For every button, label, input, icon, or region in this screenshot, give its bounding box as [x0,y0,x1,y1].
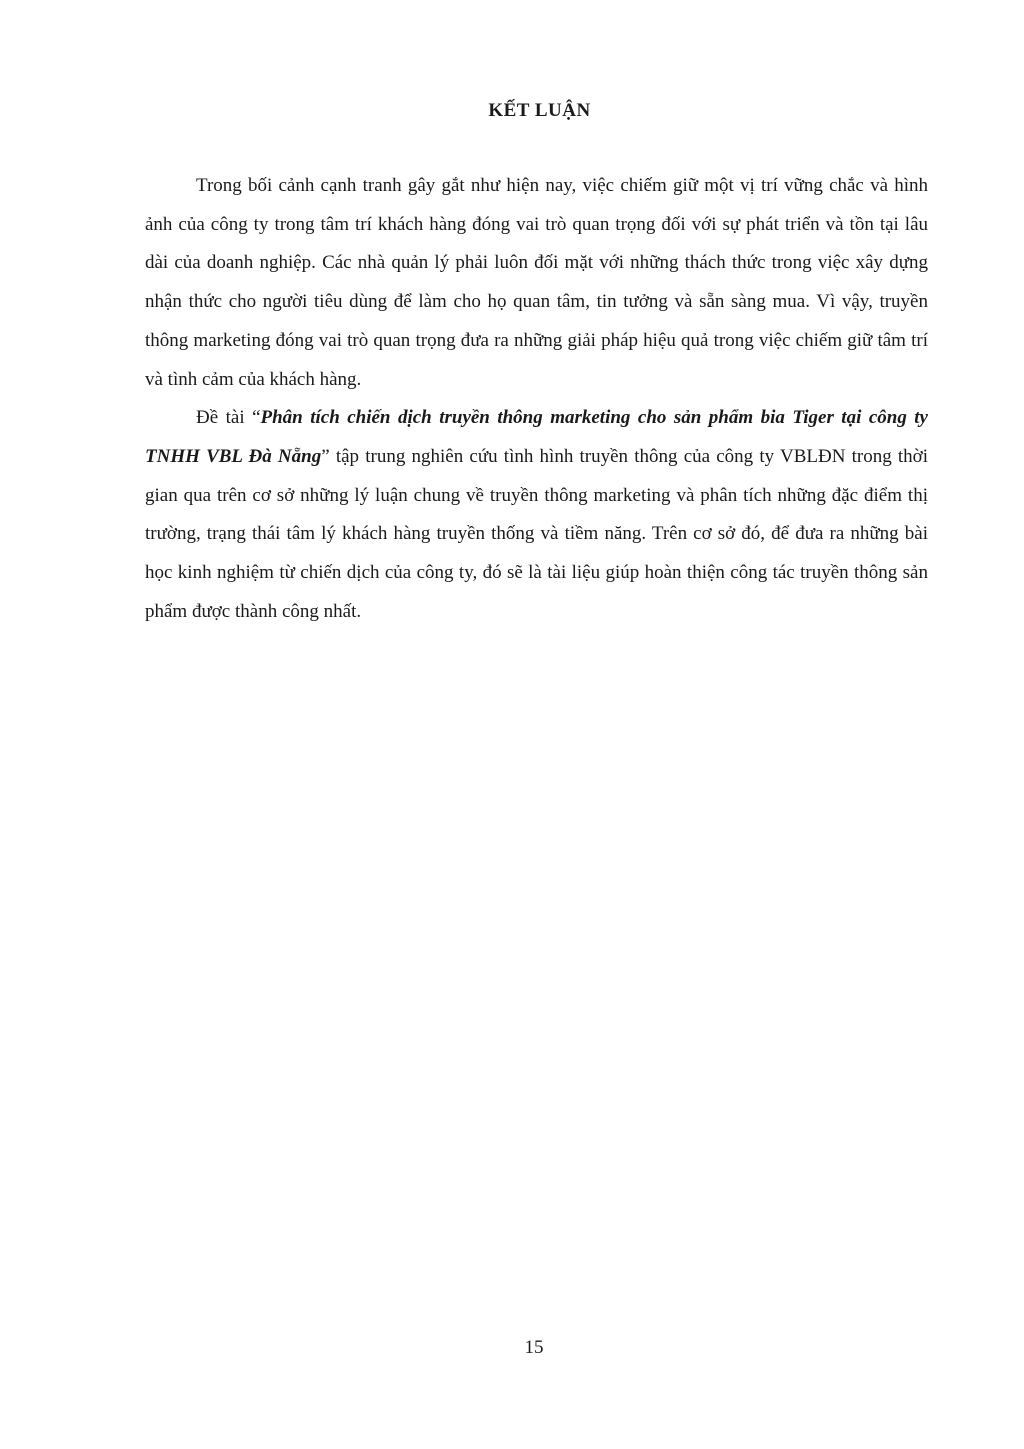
paragraph-topic [145,399,928,631]
page-content [145,93,928,631]
paragraph-context: Trong bối cảnh cạnh tranh gây gắt như hiện nay, việc chiếm giữ một vị trí vững chắc và hình ảnh của công ty trong tâm trí khách hàng đóng vai trò quan trọng đối với sự phát triển và tồn tại lâu dài của doanh nghiệp. Các nhà quản lý phải luôn đối mặt với những thách thức trong việc xây dựng nhận thức cho người tiêu dùng để làm cho họ quan tâm, tin tưởng và sẵn sàng mua. Vì vậy, truyền thông marketing đóng vai trò quan trọng đưa ra những giải pháp hiệu quả trong việc chiếm giữ tâm trí và tình cảm của khách hàng. [145,175,928,390]
topic-prefix: Đề tài “ [196,407,261,429]
topic-description: ” tập trung nghiên cứu tình hình truyền thông của công ty VBLĐN trong thời gian qua trên cơ sở những lý luận chung về truyền thông marketing và phân tích những đặc điểm thị trường, trạng thái tâm lý khách hàng truyền thống và tiềm năng. Trên cơ sở đó, để đưa ra những bài học kinh nghiệm từ chiến dịch của công ty, đó sẽ là tài liệu giúp hoàn thiện công tác truyền thông sản phẩm được thành công nhất. [145,445,929,622]
topic-title: Phân tích chiến dịch truyền thông marketing cho sản phẩm bia Tiger tại công ty TNHH VBL Đà Nẵng [145,407,928,467]
page-number: 15 [524,1337,544,1358]
section-title: KẾT LUẬN [488,100,591,121]
